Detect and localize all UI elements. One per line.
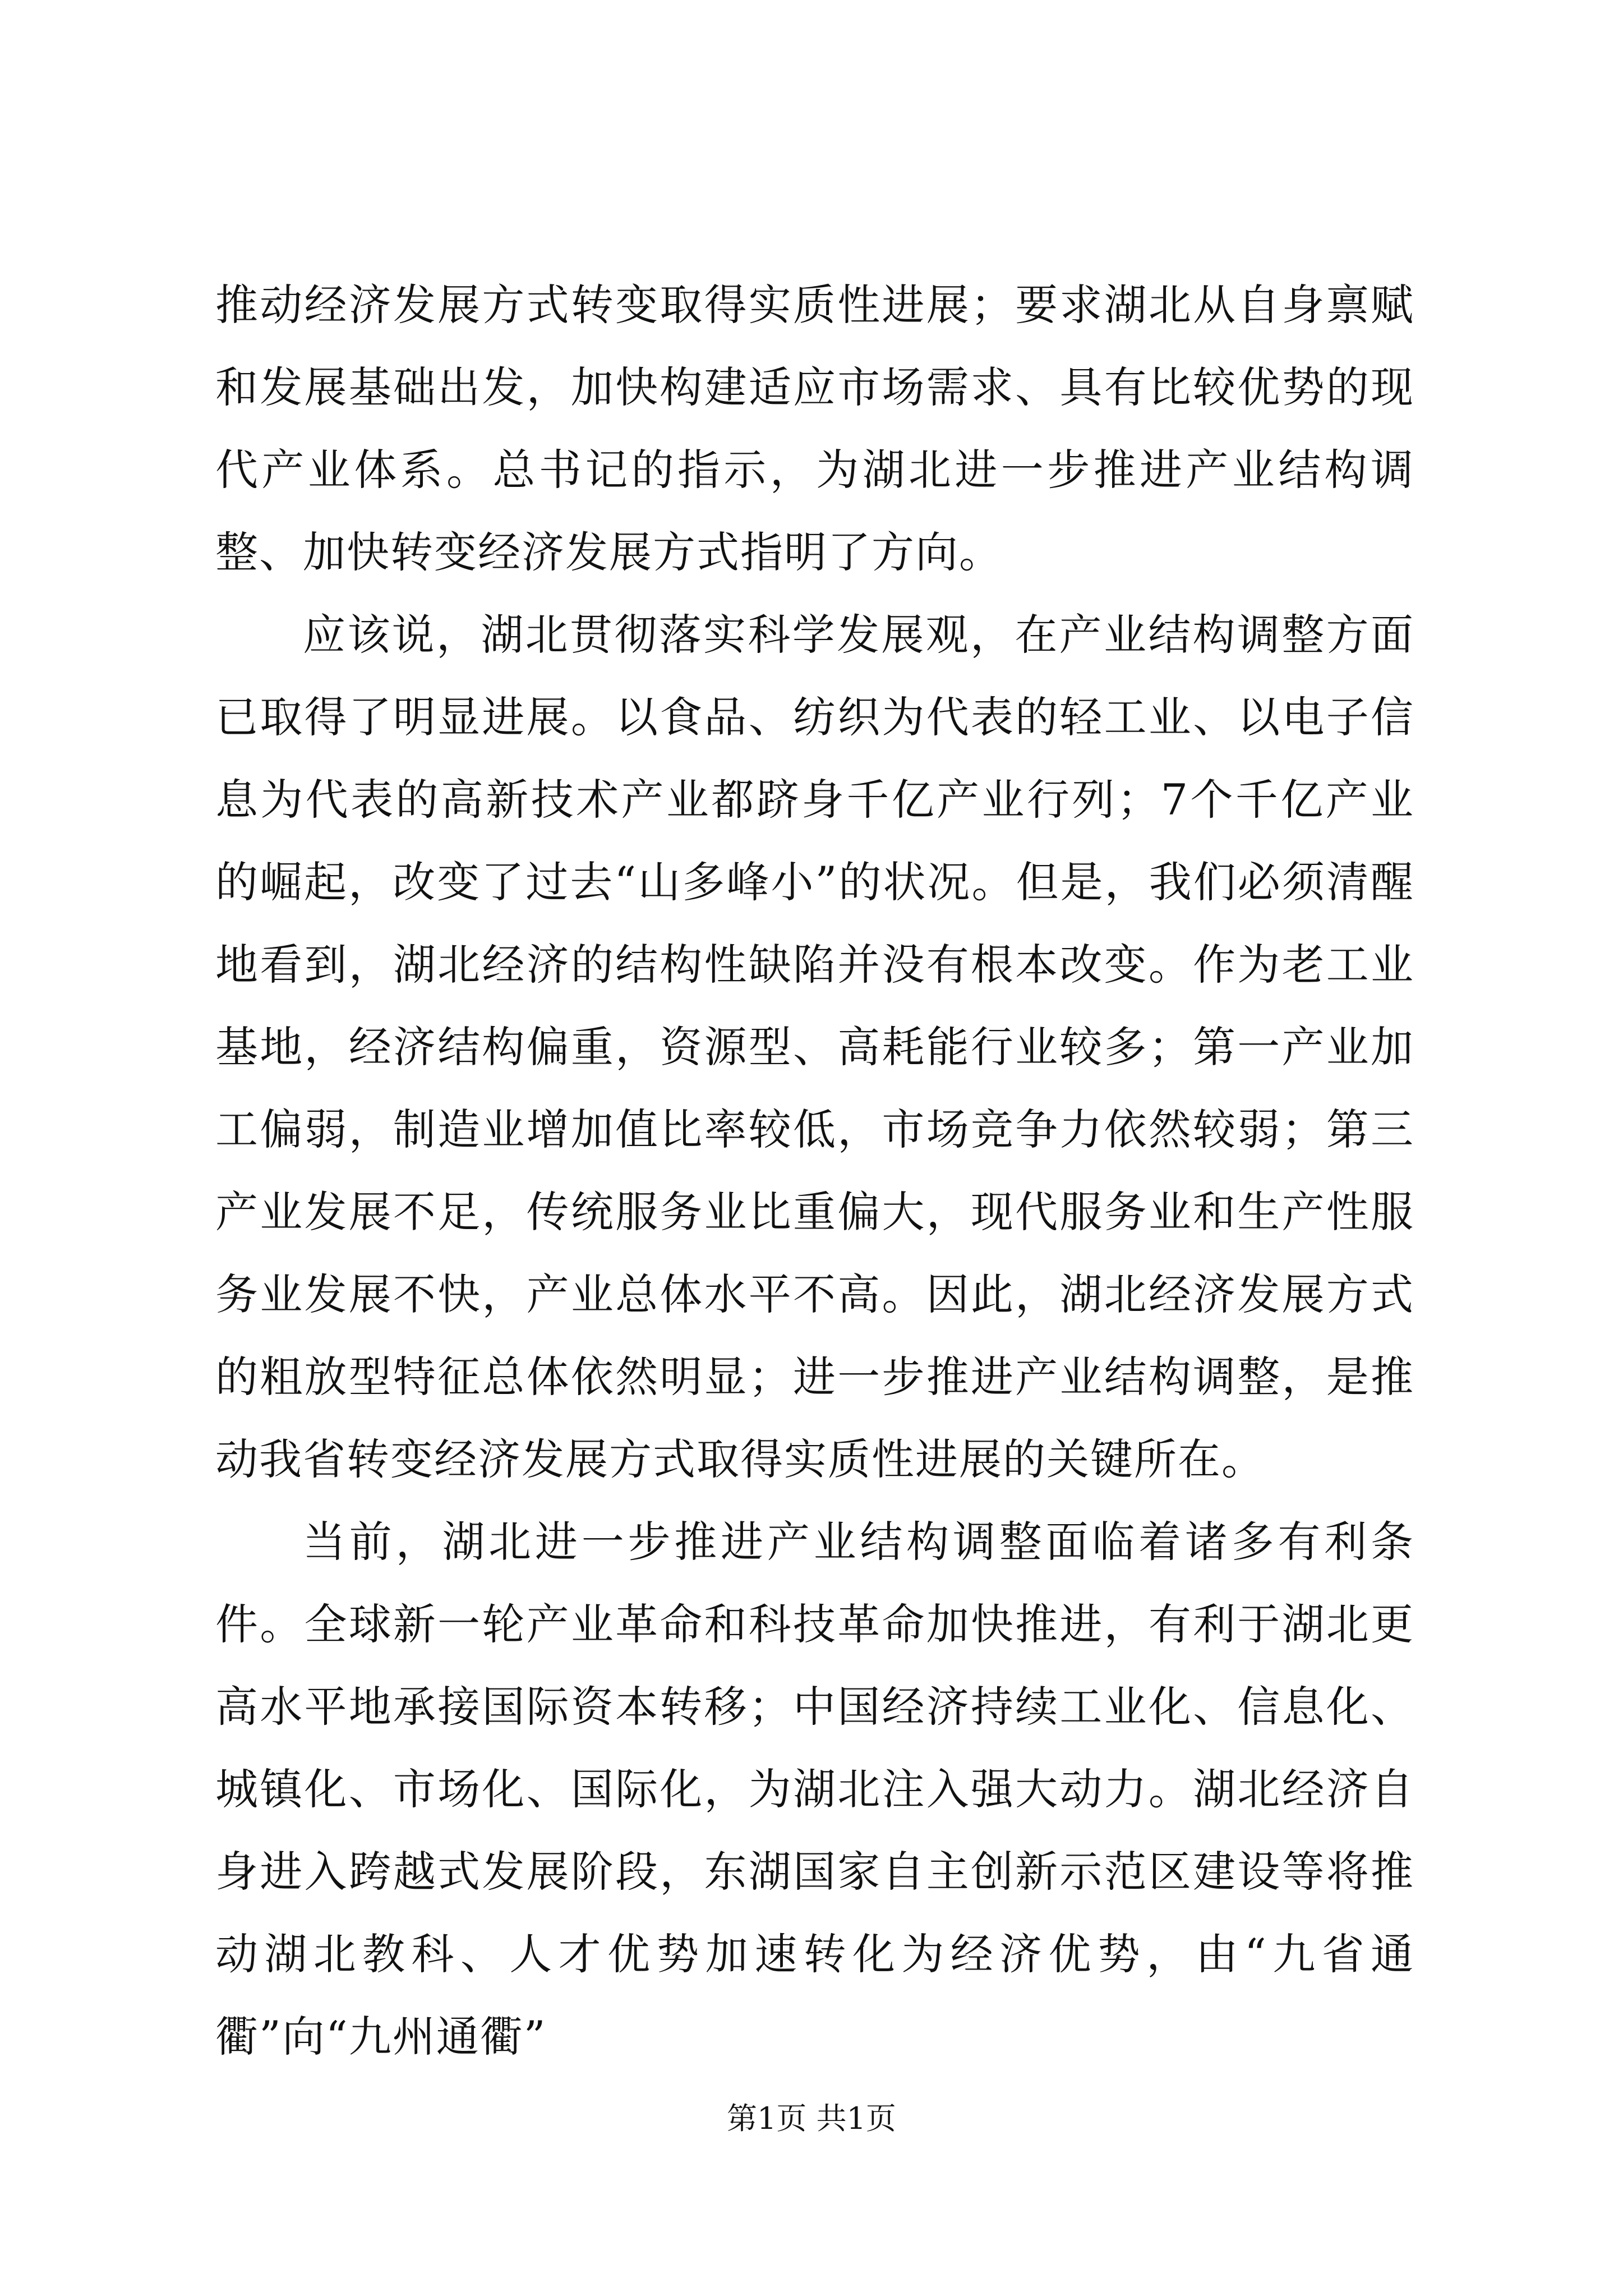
paragraph-continuation: 推动经济发展方式转变取得实质性进展；要求湖北从自身禀赋和发展基础出发，加快构建适应市场需求、具有比较优势的现代产业体系。总书记的指示，为湖北进一步推进产业结构调整、加快转变经济发展方式指明了方向。 [215, 280, 1414, 577]
document-body [215, 264, 1414, 2078]
paragraph-favorable-conditions: 当前，湖北进一步推进产业结构调整面临着诸多有利条件。全球新一轮产业革命和科技革命加快推进，有利于湖北更高水平地承接国际资本转移；中国经济持续工业化、信息化、城镇化、市场化、国际化，为湖北注入强大动力。湖北经济自身进入跨越式发展阶段，东湖国家自主创新示范区建设等将推动湖北教科、人才优势加速转化为经济优势，由“九省通衢”向“九州通衢” [215, 1517, 1414, 2062]
paragraph-industrial-structure: 应该说，湖北贯彻落实科学发展观，在产业结构调整方面已取得了明显进展。以食品、纺织为代表的轻工业、以电子信息为代表的高新技术产业都跻身千亿产业行列；7个千亿产业的崛起，改变了过去“山多峰小”的状况。但是，我们必须清醒地看到，湖北经济的结构性缺陷并没有根本改变。作为老工业基地，经济结构偏重，资源型、高耗能行业较多；第一产业加工偏弱，制造业增加值比率较低，市场竞争力依然较弱；第三产业发展不足，传统服务业比重偏大，现代服务业和生产性服务业发展不快，产业总体水平不高。因此，湖北经济发展方式的粗放型特征总体依然明显；进一步推进产业结构调整，是推动我省转变经济发展方式取得实质性进展的关键所在。 [215, 610, 1414, 1484]
page-footer: 第1页 共1页 [727, 2101, 896, 2136]
